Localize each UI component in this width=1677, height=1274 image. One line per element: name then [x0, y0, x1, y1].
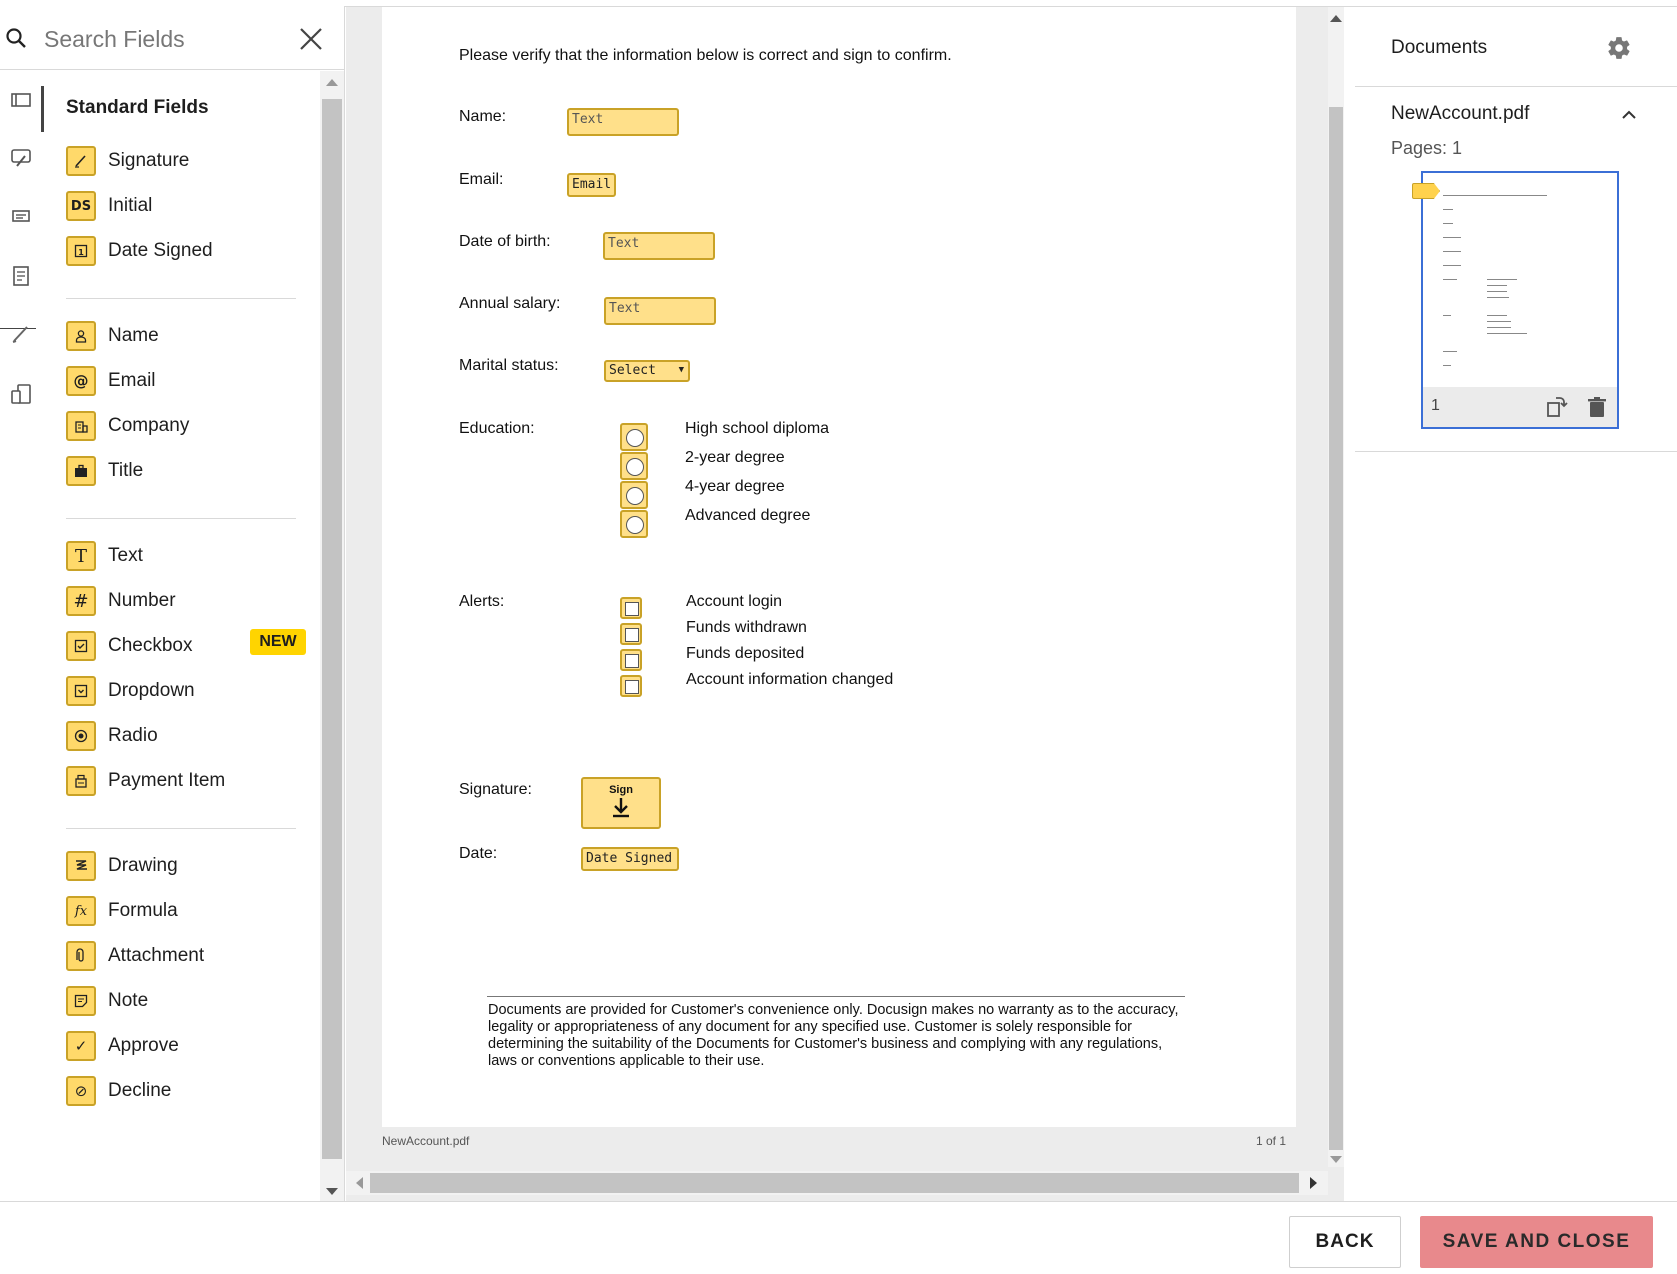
back-button[interactable]: BACK	[1289, 1216, 1401, 1268]
thumbnail-text-line	[1443, 279, 1457, 280]
field-label: Company	[108, 415, 190, 436]
select-value: Select	[609, 363, 656, 378]
disclaimer-rule	[487, 996, 1185, 997]
checkbox-icon	[66, 631, 96, 661]
sign-label: Sign	[609, 784, 633, 796]
check-icon: ✓	[66, 1031, 96, 1061]
field-label: Attachment	[108, 945, 205, 966]
person-icon	[66, 321, 96, 351]
doc-label-alerts: Alerts:	[459, 593, 505, 610]
field-approve[interactable]	[66, 1028, 316, 1064]
field-radio[interactable]	[66, 718, 316, 754]
documents-panel	[1355, 7, 1677, 1201]
doc-label-email: Email:	[459, 171, 504, 188]
field-label: Formula	[108, 900, 178, 921]
field-formula[interactable]	[66, 893, 316, 929]
field-number[interactable]	[66, 583, 316, 619]
document-page	[382, 7, 1296, 1127]
scroll-down-arrow-icon[interactable]	[326, 1188, 338, 1195]
field-date-signed[interactable]	[66, 233, 316, 269]
pen-icon	[66, 146, 96, 176]
trash-icon[interactable]	[1585, 395, 1609, 419]
field-label: Radio	[108, 725, 158, 746]
thumbnail-text-line	[1487, 327, 1511, 328]
field-label: Dropdown	[108, 680, 195, 701]
doc-label-signature: Signature:	[459, 781, 532, 798]
thumbnail-text-line	[1487, 315, 1507, 316]
tag-marital-select[interactable]	[604, 360, 690, 382]
radio-4-year[interactable]	[620, 481, 648, 509]
scroll-up-arrow-icon[interactable]	[326, 79, 338, 86]
thumbnail-text-line	[1443, 209, 1453, 210]
field-initial[interactable]	[66, 188, 316, 224]
rail-standard-fields[interactable]	[0, 75, 42, 125]
gear-icon[interactable]	[1606, 35, 1632, 61]
document-icon	[9, 264, 33, 288]
rail-devices[interactable]	[0, 369, 42, 419]
thumbnail-text-line	[1443, 223, 1453, 224]
field-decline[interactable]	[66, 1073, 316, 1109]
field-text[interactable]	[66, 538, 316, 574]
fields-scrollbar[interactable]	[320, 71, 344, 1202]
doc-label-education: Education:	[459, 420, 535, 437]
thumbnail-text-line	[1443, 265, 1461, 266]
fields-sidebar	[0, 6, 345, 1202]
thumbnail-text-line	[1487, 297, 1509, 298]
field-payment-item[interactable]	[66, 763, 316, 799]
field-label: Checkbox	[108, 635, 193, 656]
doc-label-name: Name:	[459, 108, 507, 125]
page-footer-pager: 1 of 1	[1256, 1134, 1287, 1148]
radio-icon	[66, 721, 96, 751]
education-option: 4-year degree	[685, 478, 785, 495]
decline-icon: ⊘	[66, 1076, 96, 1106]
save-and-close-button[interactable]: SAVE AND CLOSE	[1420, 1216, 1653, 1268]
thumbnail-text-line	[1443, 237, 1461, 238]
alert-option: Funds deposited	[686, 645, 805, 662]
pages-count: Pages: 1	[1391, 138, 1463, 158]
scroll-down-arrow-icon[interactable]	[1330, 1156, 1342, 1163]
thumbnail-text-line	[1487, 291, 1507, 292]
rail-document[interactable]	[0, 251, 42, 301]
thumbnail-text-line	[1487, 333, 1527, 334]
document-viewer	[346, 7, 1344, 1201]
scroll-right-arrow-icon[interactable]	[1310, 1177, 1317, 1189]
tag-dob-text[interactable]: Text	[603, 232, 715, 260]
note-icon	[66, 986, 96, 1016]
search-icon	[4, 26, 28, 50]
radio-2-year[interactable]	[620, 452, 648, 480]
field-label: Title	[108, 460, 144, 481]
field-email[interactable]	[66, 363, 316, 399]
page-footer-filename: NewAccount.pdf	[382, 1134, 470, 1148]
doc-label-salary: Annual salary:	[459, 295, 561, 312]
devices-icon	[9, 382, 33, 406]
tag-name-text[interactable]: Text	[567, 108, 679, 136]
thumbnail-text-line	[1443, 251, 1461, 252]
field-note[interactable]	[66, 983, 316, 1019]
alert-option: Funds withdrawn	[686, 619, 807, 636]
thumbnail-footer	[1423, 387, 1617, 427]
rail-edit[interactable]	[0, 309, 42, 359]
fields-divider	[66, 828, 296, 829]
field-signature[interactable]	[66, 143, 316, 179]
thumbnail-text-line	[1443, 315, 1451, 316]
hash-icon: #	[66, 586, 96, 616]
thumbnail-text-line	[1487, 285, 1507, 286]
radio-advanced[interactable]	[620, 510, 648, 538]
document-horizontal-scrollbar[interactable]	[346, 1171, 1328, 1195]
fields-divider	[66, 518, 296, 519]
tool-rail	[0, 71, 42, 1202]
formula-icon: fx	[66, 896, 96, 926]
education-option: 2-year degree	[685, 449, 785, 466]
scroll-thumb[interactable]	[370, 1173, 1299, 1193]
rotate-icon[interactable]	[1544, 395, 1568, 419]
field-drawing[interactable]	[66, 848, 316, 884]
drawing-icon	[66, 851, 96, 881]
dropdown-caret-icon: ▼	[678, 365, 684, 375]
thumbnail-text-line	[1487, 321, 1511, 322]
thumbnail-text-line	[1487, 279, 1517, 280]
panel-icon	[9, 88, 33, 112]
payment-icon	[66, 766, 96, 796]
scroll-thumb[interactable]	[1329, 107, 1343, 1150]
field-label: Note	[108, 990, 149, 1011]
field-name[interactable]	[66, 318, 316, 354]
checkbox-funds-deposited[interactable]	[620, 649, 642, 671]
rail-templates[interactable]	[0, 192, 42, 242]
documents-divider	[1355, 451, 1677, 452]
disclaimer-text: Documents are provided for Customer's convenience only. Docusign makes no warranty as to the accuracy, legality or appropriateness of any document for any specified use. Customer is solely responsible for determining the suitability of the Documents for Customer's business and complying with any regulations, laws or conventions applicable to their use.	[488, 1002, 1179, 1069]
rail-custom-fields[interactable]	[0, 133, 42, 183]
field-title[interactable]	[66, 453, 316, 489]
document-vertical-scrollbar[interactable]	[1328, 7, 1344, 1167]
field-dropdown[interactable]	[66, 673, 316, 709]
template-icon	[9, 205, 33, 229]
field-company[interactable]	[66, 408, 316, 444]
thumbnail-text-line	[1443, 365, 1451, 366]
documents-header	[1355, 7, 1677, 87]
scroll-left-arrow-icon[interactable]	[356, 1177, 363, 1189]
page-thumbnail[interactable]	[1421, 171, 1619, 429]
doc-label-marital: Marital status:	[459, 357, 559, 374]
tag-date-signed[interactable]: Date Signed	[581, 847, 679, 871]
alert-option: Account information changed	[686, 671, 894, 688]
documents-title: Documents	[1391, 37, 1488, 58]
tag-email[interactable]: Email	[567, 173, 616, 197]
close-icon[interactable]	[296, 24, 326, 54]
alert-option: Account login	[686, 593, 783, 610]
chevron-up-icon[interactable]	[1619, 105, 1639, 125]
field-label: Drawing	[108, 855, 178, 876]
field-label: Number	[108, 590, 176, 611]
field-label: Approve	[108, 1035, 179, 1056]
field-label: Text	[108, 545, 143, 566]
building-icon	[66, 411, 96, 441]
tag-sign-here[interactable]	[581, 777, 661, 829]
dropdown-icon	[66, 676, 96, 706]
tools-icon	[9, 146, 33, 170]
search-input[interactable]	[44, 22, 284, 56]
tag-salary-text[interactable]: Text	[604, 297, 716, 325]
svg-text:1: 1	[78, 248, 84, 257]
radio-high-school[interactable]	[620, 423, 648, 451]
fields-divider	[66, 298, 296, 299]
field-label: Email	[108, 370, 156, 391]
pencil-icon	[9, 322, 33, 346]
document-name[interactable]: NewAccount.pdf	[1391, 103, 1530, 124]
search-bar	[0, 6, 345, 70]
doc-intro: Please verify that the information below is correct and sign to confirm.	[459, 47, 952, 64]
thumbnail-page-number: 1	[1431, 397, 1440, 414]
at-icon: @	[66, 366, 96, 396]
checkbox-info-changed[interactable]	[620, 675, 642, 697]
calendar-icon	[66, 236, 96, 266]
field-label: Initial	[108, 195, 153, 216]
field-attachment[interactable]	[66, 938, 316, 974]
education-option: Advanced degree	[685, 507, 811, 524]
thumbnail-text-line	[1443, 195, 1547, 196]
field-label: Date Signed	[108, 240, 213, 261]
footer-divider	[0, 1201, 1677, 1202]
paperclip-icon	[66, 941, 96, 971]
field-label: Name	[108, 325, 159, 346]
doc-label-dob: Date of birth:	[459, 233, 551, 250]
doc-label-date: Date:	[459, 845, 498, 862]
checkbox-account-login[interactable]	[620, 597, 642, 619]
scroll-thumb[interactable]	[322, 99, 342, 1159]
download-arrow-icon	[610, 796, 632, 818]
initials-icon: DS	[66, 191, 96, 221]
thumbnail-text-line	[1443, 351, 1457, 352]
briefcase-icon	[66, 456, 96, 486]
fields-panel-title: Standard Fields	[66, 97, 209, 118]
scroll-up-arrow-icon[interactable]	[1330, 15, 1342, 22]
new-badge: NEW	[250, 629, 306, 655]
field-label: Signature	[108, 150, 190, 171]
field-label: Payment Item	[108, 770, 226, 791]
education-option: High school diploma	[685, 420, 830, 437]
checkbox-funds-withdrawn[interactable]	[620, 623, 642, 645]
field-label: Decline	[108, 1080, 172, 1101]
text-icon: T	[66, 541, 96, 571]
